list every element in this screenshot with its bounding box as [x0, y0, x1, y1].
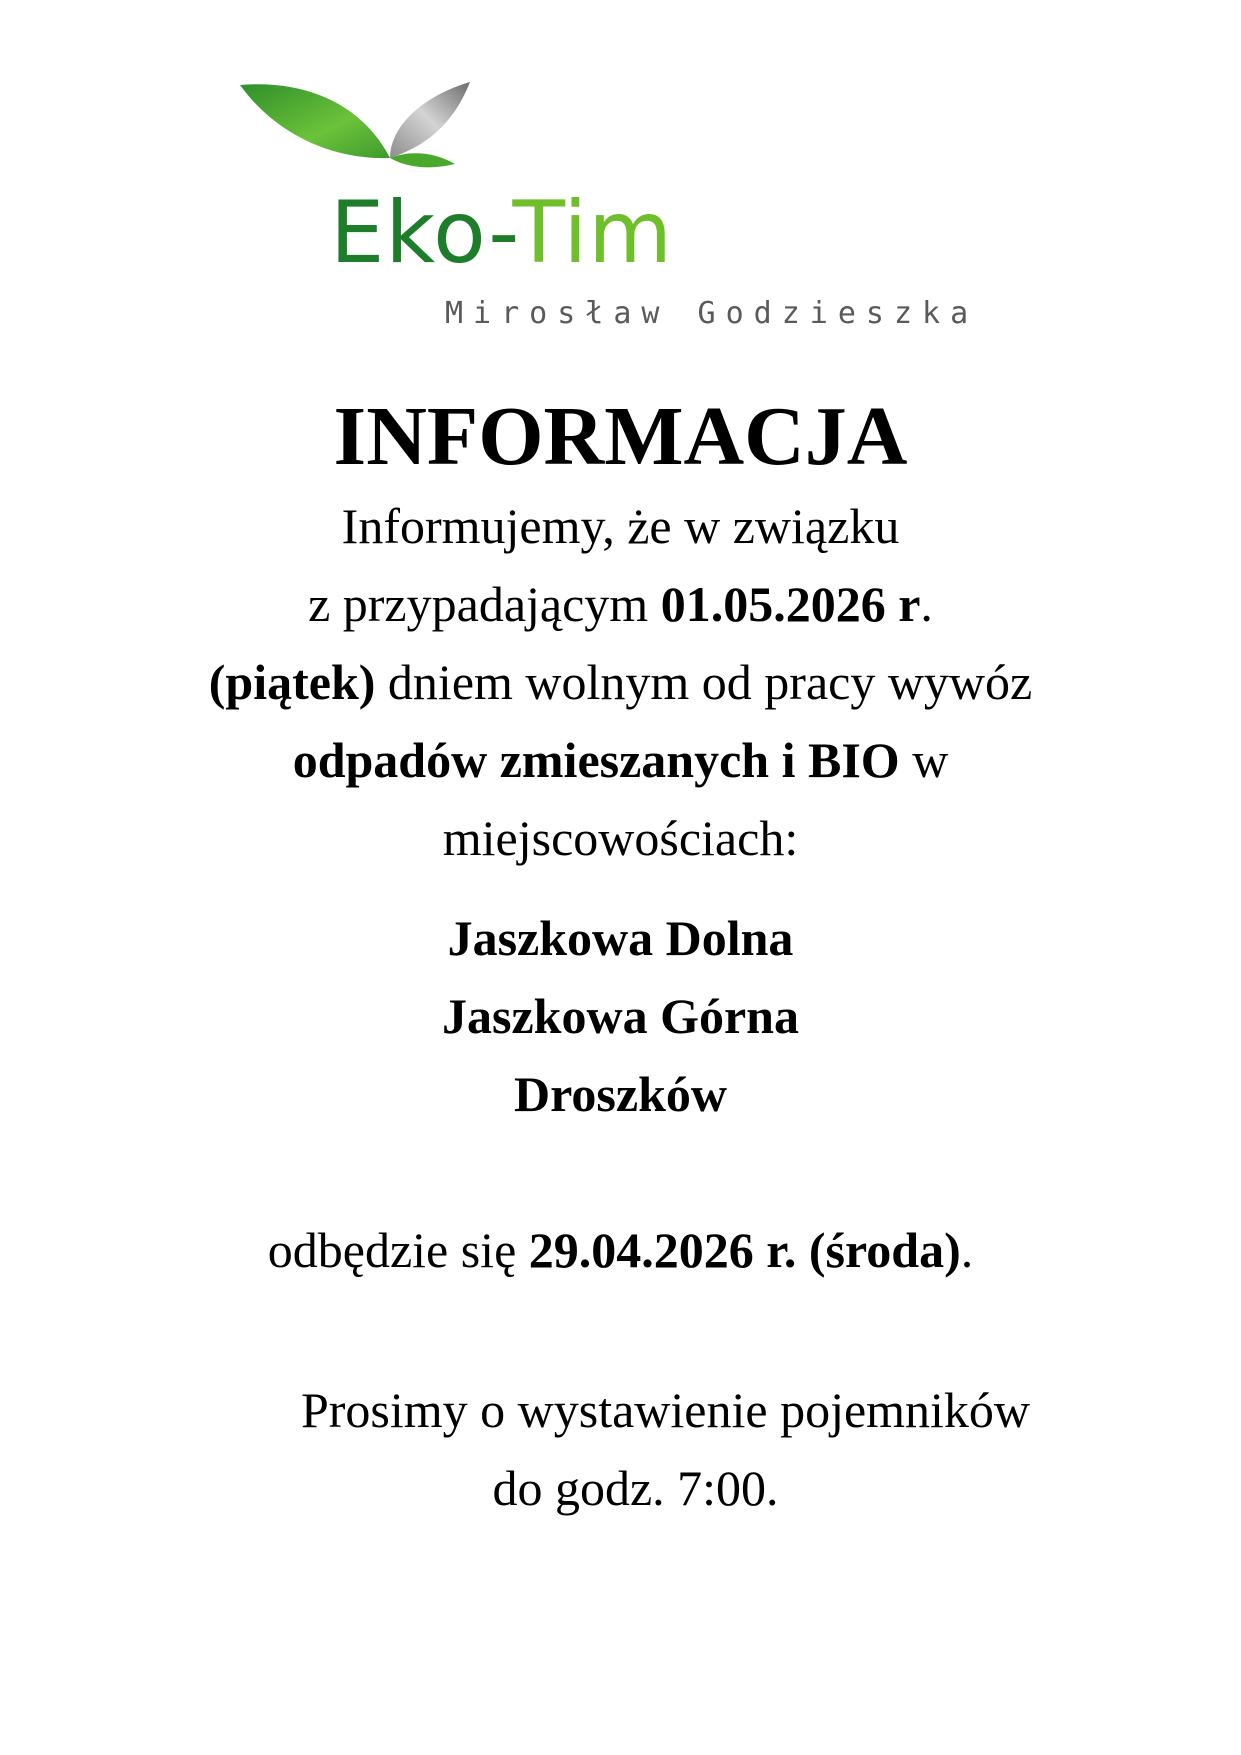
logo-brand-text: [330, 183, 673, 283]
pickup-prefix: odbędzie się: [267, 1222, 529, 1278]
pickup-suffix: .: [960, 1222, 974, 1278]
request-line-2: do godz. 7:00.: [492, 1460, 779, 1516]
leaves-icon: [240, 80, 500, 190]
request-line-1: Prosimy o wystawienie pojemników: [300, 1382, 1031, 1438]
holiday-day: (piątek): [208, 654, 376, 710]
logo-brand-tim: Tim: [512, 183, 673, 283]
places-list: [0, 899, 1241, 1133]
intro-line-2-prefix: z przypadającym: [308, 576, 661, 632]
company-logo: [240, 80, 1000, 340]
place-item: Droszków: [514, 1066, 727, 1122]
request-block: [0, 1371, 1241, 1527]
place-item: Jaszkowa Dolna: [447, 910, 794, 966]
intro-line-5: miejscowościach:: [442, 810, 799, 866]
intro-line-3-suffix: dniem wolnym od pracy wywóz: [375, 654, 1033, 710]
intro-line-1: Informujemy, że w związku: [341, 498, 900, 554]
intro-line-2-suffix: .: [920, 576, 933, 632]
intro-line-4: [0, 721, 1241, 799]
intro-line-4-suffix: w: [899, 732, 949, 788]
logo-brand-eko: Eko-: [330, 183, 513, 283]
pickup-date-line: [0, 1211, 1241, 1289]
intro-line-3: [0, 643, 1241, 721]
logo-owner-name: Mirosław Godzieszka: [445, 296, 979, 331]
holiday-date: 01.05.2026 r: [660, 576, 921, 632]
pickup-new-date: 29.04.2026 r. (środa): [528, 1222, 961, 1278]
page-title: INFORMACJA: [333, 390, 908, 483]
intro-line-2: [0, 565, 1241, 643]
notice-body: [0, 390, 1241, 1527]
place-item: Jaszkowa Górna: [442, 988, 799, 1044]
waste-types: odpadów zmieszanych i BIO: [292, 732, 900, 788]
